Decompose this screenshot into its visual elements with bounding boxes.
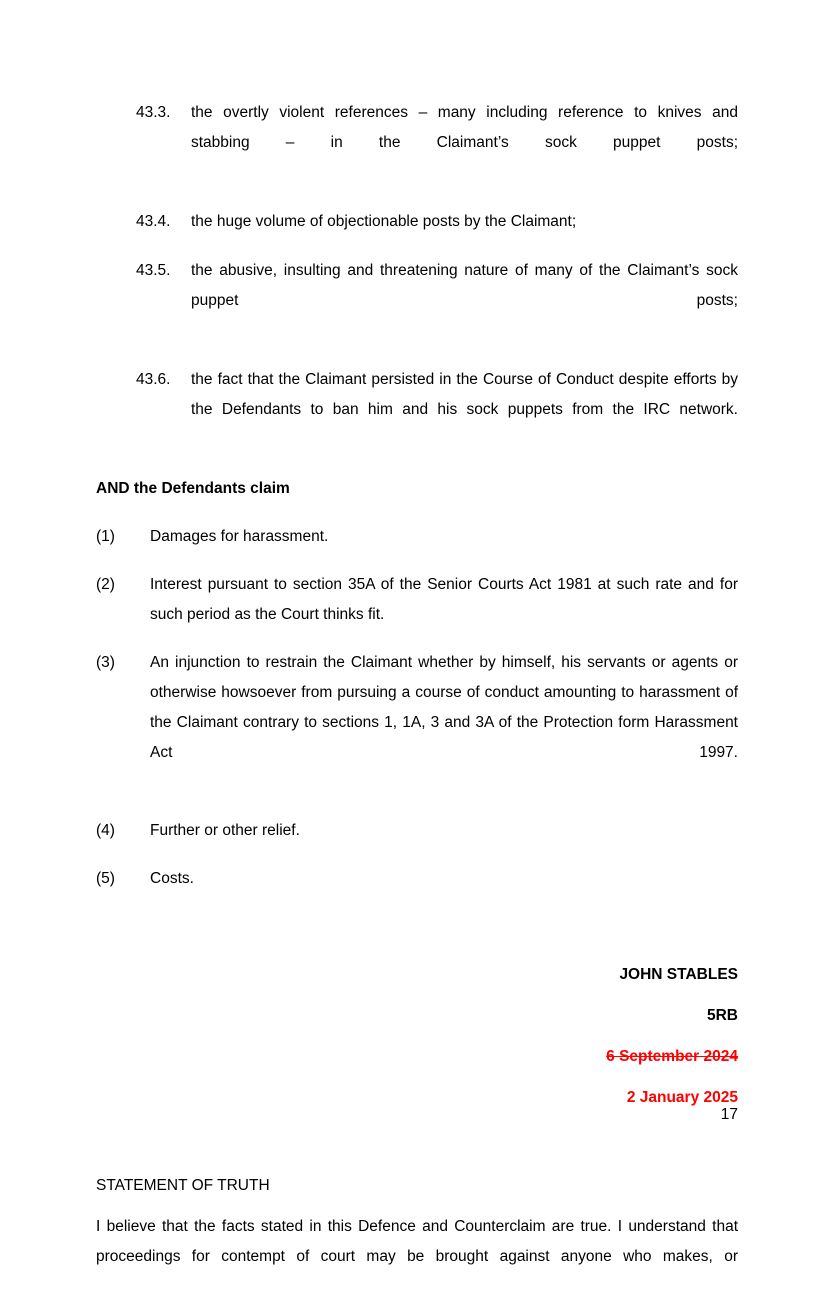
list-item bbox=[96, 98, 738, 188]
claim-number: (1) bbox=[96, 528, 115, 545]
list-item bbox=[96, 256, 738, 346]
revised-date: 2 January 2025 bbox=[626, 1089, 738, 1106]
sub-item-number: 43.5. bbox=[136, 262, 171, 279]
list-item bbox=[96, 522, 738, 552]
claim-number: (2) bbox=[96, 576, 115, 593]
sub-item-text: the abusive, insulting and threatening nature of many of the Claimant’s sock puppet posts; bbox=[191, 262, 738, 309]
counsel-name: JOHN STABLES bbox=[619, 966, 738, 983]
list-item bbox=[96, 864, 738, 894]
sub-item-text: the huge volume of objectionable posts by the Claimant; bbox=[191, 213, 577, 230]
statement-of-truth-body: I believe that the facts stated in this Defence and Counterclaim are true. I understand that proceedings for contempt of court may be brought against anyone who makes, or bbox=[96, 1218, 738, 1265]
claim-text: Interest pursuant to section 35A of the Senior Courts Act 1981 at such rate and for such period as the Court thinks fit. bbox=[150, 576, 738, 623]
claim-text: An injunction to restrain the Claimant whether by himself, his servants or agents or otherwise howsoever from pursuing a course of conduct amounting to harassment of the Claimant contrary to sections 1, 1A, 3 and 3A of the Protection form Harassment Act 1997. bbox=[150, 654, 738, 761]
chambers-name: 5RB bbox=[706, 1007, 738, 1024]
sub-item-number: 43.6. bbox=[136, 371, 171, 388]
list-item bbox=[96, 816, 738, 846]
claim-number: (4) bbox=[96, 822, 115, 839]
list-item bbox=[96, 648, 738, 798]
statement-of-truth bbox=[96, 1171, 738, 1302]
signature-block bbox=[96, 954, 738, 1118]
page-content bbox=[96, 98, 738, 1302]
list-item bbox=[96, 570, 738, 630]
list-item bbox=[96, 207, 738, 237]
sub-item-text: the fact that the Claimant persisted in the Course of Conduct despite efforts by the Defendants to ban him and his sock puppets from the IRC network. bbox=[191, 371, 738, 418]
claim-number: (5) bbox=[96, 870, 115, 887]
struck-date: 6 September 2024 bbox=[606, 1048, 738, 1065]
sub-item-number: 43.4. bbox=[136, 213, 171, 230]
claim-number: (3) bbox=[96, 654, 115, 671]
claim-text: Costs. bbox=[150, 870, 194, 887]
section-heading: AND the Defendants claim bbox=[96, 480, 290, 497]
sub-item-text: the overtly violent references – many including reference to knives and stabbing – in the Claimant’s sock puppet posts; bbox=[191, 104, 738, 151]
sub-item-number: 43.3. bbox=[136, 104, 171, 121]
list-item bbox=[96, 365, 738, 455]
statement-of-truth-title: STATEMENT OF TRUTH bbox=[96, 1177, 270, 1194]
page-number: 17 bbox=[720, 1106, 738, 1123]
claim-text: Further or other relief. bbox=[150, 822, 300, 839]
claim-text: Damages for harassment. bbox=[150, 528, 329, 545]
